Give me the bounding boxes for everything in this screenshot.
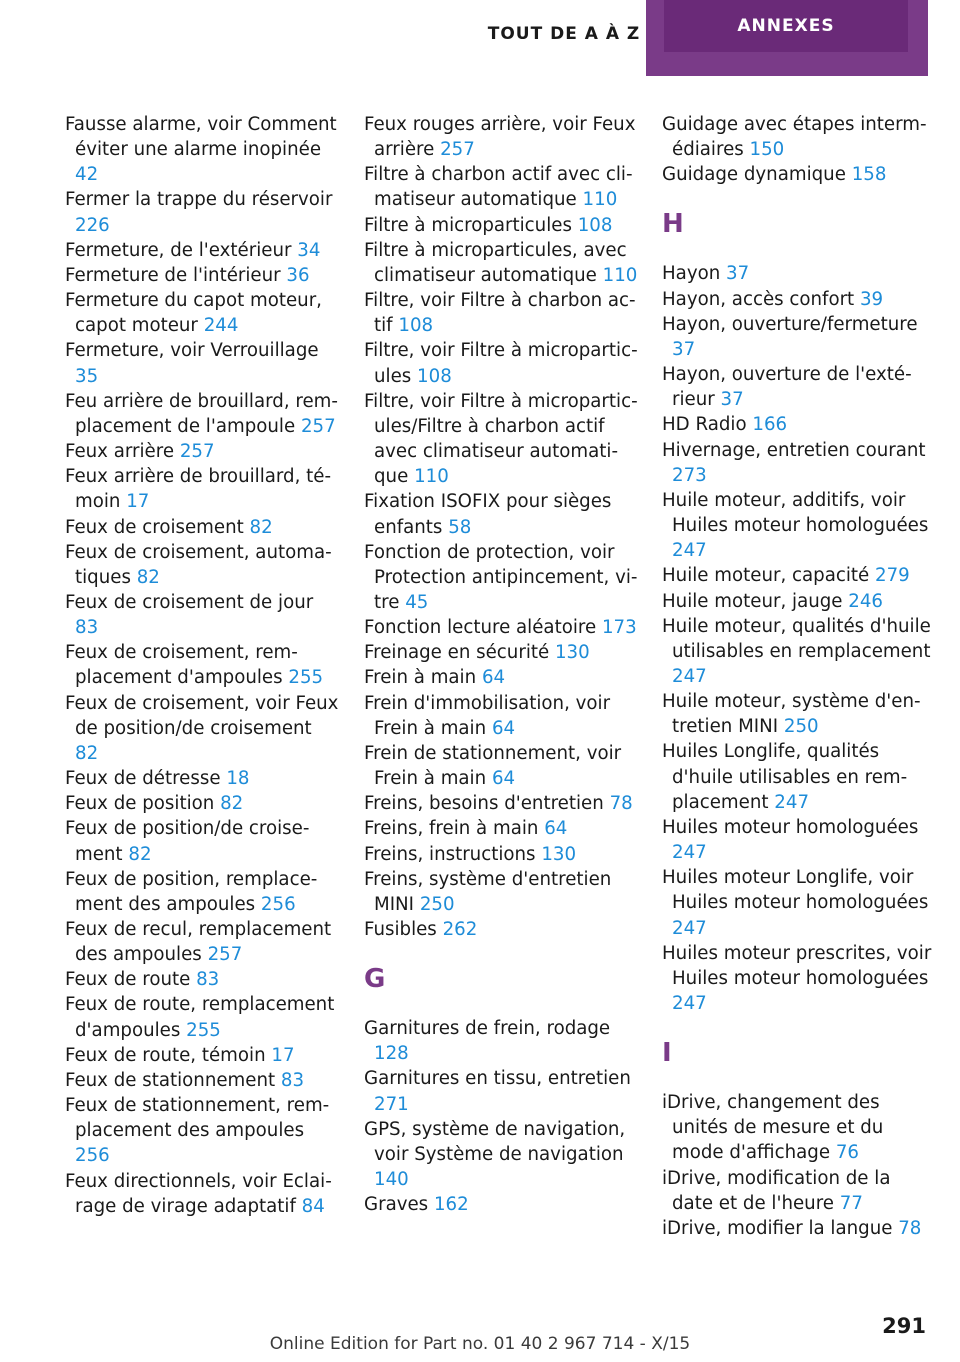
index-entry	[662, 362, 932, 412]
index-entry	[662, 739, 932, 814]
index-entry-text: Huile moteur, qualités d'huile utilisables en remplacement	[662, 615, 931, 662]
index-entry	[364, 816, 638, 841]
page-reference-link[interactable]: 108	[398, 315, 434, 337]
page-reference-link[interactable]: 37	[726, 263, 750, 285]
page-reference-link[interactable]: 255	[288, 667, 324, 689]
index-entry	[364, 389, 638, 490]
index-entry	[364, 917, 638, 942]
page-reference-link[interactable]: 128	[374, 1043, 409, 1065]
page-reference-link[interactable]: 39	[859, 288, 884, 310]
index-entry	[65, 338, 339, 388]
index-entry	[364, 842, 638, 867]
index-entry	[662, 438, 932, 488]
index-entry-text: Feux rouges arrière, voir Feux arrière	[364, 114, 636, 161]
index-letter-heading: I	[662, 1038, 672, 1069]
index-entry-text: Hayon, ouverture de l'extérieur	[662, 364, 912, 411]
page-reference-link[interactable]: 83	[196, 969, 220, 991]
index-column-3	[662, 112, 932, 1241]
index-entry-text: Hayon, accès confort	[662, 288, 855, 310]
index-entry	[65, 992, 339, 1042]
page-reference-link[interactable]: 17	[126, 491, 150, 513]
index-letter-heading: G	[364, 964, 386, 995]
index-entry-text: GPS, système de navigation, voir Système de navigation	[364, 1118, 626, 1165]
page-reference-link[interactable]: 247	[672, 842, 707, 864]
index-entry	[65, 439, 339, 464]
index-entry-text: Garnitures de frein, rodage	[364, 1018, 611, 1040]
page-reference-link[interactable]: 246	[848, 590, 883, 612]
page-reference-link[interactable]: 257	[207, 944, 243, 966]
index-entry	[662, 563, 932, 588]
index-entry	[662, 1166, 932, 1216]
index-entry-text: Feux de position/de croisement	[65, 818, 310, 865]
page-reference-link[interactable]: 150	[749, 139, 785, 161]
index-entry	[364, 1192, 638, 1217]
index-entry-text: Huiles moteur Longlife, voir Huiles moteur homologuées	[662, 867, 929, 914]
index-entry-text: Hivernage, entretien courant	[662, 439, 926, 461]
index-entry	[364, 665, 638, 690]
index-entry-text: Freinage en sécurité	[364, 642, 550, 664]
page-reference-link[interactable]: 36	[286, 264, 310, 286]
page-reference-link[interactable]: 18	[226, 768, 250, 790]
index-entry	[364, 238, 638, 288]
page-reference-link[interactable]: 76	[835, 1142, 859, 1164]
index-entry-text: Frein à main	[364, 667, 477, 689]
index-entry-text: Filtre à microparticules	[364, 214, 572, 236]
page-reference-link[interactable]: 257	[300, 415, 336, 437]
index-entry	[364, 640, 638, 665]
page-reference-link[interactable]: 247	[672, 993, 707, 1014]
index-entry-text: Fermeture, voir Verrouillage	[65, 340, 319, 362]
page-reference-link[interactable]: 262	[442, 919, 478, 940]
index-entry	[662, 589, 932, 614]
index-entry	[65, 640, 339, 690]
index-entry-text: Feux arrière de brouillard, témoin	[65, 466, 332, 513]
index-entry-text: Feux de croisement, voir Feux de position/de croisement	[65, 692, 339, 739]
index-entry	[364, 162, 638, 212]
index-entry	[65, 816, 339, 866]
index-entry	[364, 489, 638, 539]
index-entry-text: Feux de position, remplacement des ampoules	[65, 868, 318, 915]
page-reference-link[interactable]: 257	[179, 441, 215, 463]
page-reference-link[interactable]: 247	[672, 665, 707, 687]
page-reference-link[interactable]: 110	[582, 189, 618, 211]
index-entry-text: Feux arrière	[65, 441, 175, 463]
page-reference-link[interactable]: 77	[839, 1192, 863, 1214]
index-entry	[65, 112, 339, 187]
index-entry	[662, 865, 932, 940]
index-entry	[65, 967, 339, 992]
index-entry	[65, 389, 339, 439]
page-reference-link[interactable]: 58	[448, 516, 472, 538]
index-entry	[364, 540, 638, 615]
index-entry	[65, 515, 339, 540]
index-entry-text: Filtre, voir Filtre à charbon actif	[364, 290, 636, 337]
index-entry-text: Fausse alarme, voir Comment éviter une alarme inopinée	[65, 114, 337, 161]
index-entry	[65, 867, 339, 917]
index-entry-text: Hayon, ouverture/fermeture	[662, 313, 918, 335]
page-reference-link[interactable]: 84	[301, 1195, 325, 1217]
index-entry	[662, 162, 932, 187]
index-entry-text: Freins, besoins d'entretien	[364, 793, 604, 815]
index-entry	[364, 741, 638, 791]
index-entry-text: Feux de recul, remplacement des ampoules	[65, 919, 332, 966]
page-reference-link[interactable]: 82	[75, 742, 99, 764]
page-reference-link[interactable]: 64	[491, 717, 516, 739]
index-entry	[662, 941, 932, 1016]
page-reference-link[interactable]: 166	[752, 414, 788, 436]
index-entry-text: Feux de route	[65, 969, 191, 991]
page-reference-link[interactable]: 82	[220, 793, 244, 815]
index-entry	[662, 287, 932, 312]
index-entry	[364, 1066, 638, 1116]
index-entry	[65, 540, 339, 590]
page-reference-link[interactable]: 82	[249, 516, 273, 538]
page-reference-link[interactable]: 64	[491, 768, 516, 790]
index-entry-text: Fixation ISOFIX pour sièges enfants	[364, 491, 612, 538]
index-entry-text: Huile moteur, système d'entretien MINI	[662, 691, 921, 738]
page-reference-link[interactable]: 17	[271, 1044, 295, 1066]
page-reference-link[interactable]: 108	[417, 365, 452, 387]
page-reference-link[interactable]: 244	[203, 315, 239, 337]
page-reference-link[interactable]: 257	[440, 139, 475, 161]
index-entry-text: Fermer la trappe du réservoir	[65, 189, 333, 211]
page-reference-link[interactable]: 226	[75, 214, 110, 236]
index-entry	[662, 261, 932, 286]
page-reference-link[interactable]: 64	[544, 818, 568, 840]
index-column-1	[65, 112, 339, 1219]
index-entry	[364, 338, 638, 388]
page-reference-link[interactable]: 256	[75, 1145, 110, 1167]
index-entry-text: Freins, frein à main	[364, 818, 539, 840]
index-entry	[662, 112, 932, 162]
index-entry	[65, 238, 339, 263]
index-entry-text: Feux de croisement, automatiques	[65, 541, 332, 588]
index-entry	[65, 791, 339, 816]
index-entry	[662, 312, 932, 362]
page-number: 291	[882, 1314, 926, 1338]
index-entry-text: Feux de croisement, remplacement d'ampoules	[65, 642, 298, 689]
page-reference-link[interactable]: 83	[75, 617, 99, 639]
index-entry-text: Fermeture, de l'extérieur	[65, 239, 292, 261]
index-entry-text: Graves	[364, 1194, 429, 1216]
index-column-2	[364, 112, 638, 1217]
index-entry	[65, 464, 339, 514]
index-entry-text: Freins, système d'entretien MINI	[364, 868, 612, 915]
index-entry	[65, 691, 339, 766]
index-entry-text: Fusibles	[364, 919, 437, 940]
page-reference-link[interactable]: 110	[602, 264, 638, 286]
index-entry-text: Fermeture de l'intérieur	[65, 264, 281, 286]
page-reference-link[interactable]: 78	[898, 1217, 922, 1239]
index-entry	[364, 615, 638, 640]
section-title: TOUT DE A À Z	[487, 24, 641, 44]
index-entry-text: Filtre, voir Filtre à microparticules	[364, 340, 638, 387]
index-entry	[364, 213, 638, 238]
page-reference-link[interactable]: 108	[577, 214, 613, 236]
index-entry	[65, 1068, 339, 1093]
index-entry	[662, 614, 932, 689]
page-reference-link[interactable]: 173	[601, 617, 637, 639]
index-entry-text: Filtre, voir Filtre à microparticules/Filtre à charbon actif avec climatiseur automatique	[364, 390, 638, 488]
index-entry	[65, 1169, 339, 1219]
index-entry	[364, 791, 638, 816]
index-entry-text: Hayon	[662, 263, 721, 285]
index-entry	[662, 1216, 932, 1241]
index-entry	[65, 288, 339, 338]
page-reference-link[interactable]: 255	[186, 1019, 221, 1041]
page-reference-link[interactable]: 82	[136, 566, 160, 588]
page-reference-link[interactable]: 256	[260, 893, 296, 915]
index-entry	[364, 112, 638, 162]
index-entry-text: Filtre à charbon actif avec climatiseur automatique	[364, 164, 633, 211]
index-entry-text: iDrive, modifier la langue	[662, 1217, 893, 1239]
index-entry-text: Feux de croisement de jour	[65, 591, 314, 613]
page-reference-link[interactable]: 37	[672, 338, 696, 360]
page-reference-link[interactable]: 34	[297, 239, 321, 261]
index-entry	[364, 1016, 638, 1066]
index-entry	[65, 766, 339, 791]
index-entry-text: Feux de route, témoin	[65, 1044, 266, 1066]
index-entry-text: Freins, instructions	[364, 843, 536, 865]
page-reference-link[interactable]: 247	[672, 917, 707, 939]
index-entry-text: Filtre à microparticules, avec climatiseur automatique	[364, 239, 627, 286]
index-entry-text: Garnitures en tissu, entretien	[364, 1068, 631, 1090]
index-entry-text: Frein de stationnement, voir Frein à main	[364, 742, 622, 790]
page-reference-link[interactable]: 35	[75, 365, 99, 387]
index-entry-text: Feux de stationnement	[65, 1069, 276, 1091]
index-entry	[364, 867, 638, 917]
page-reference-link[interactable]: 158	[851, 164, 887, 186]
index-entry-text: iDrive, modification de la date et de l'heure	[662, 1167, 891, 1214]
page-reference-link[interactable]: 78	[609, 793, 633, 815]
index-entry-text: Feux de position	[65, 793, 215, 815]
page-reference-link[interactable]: 37	[720, 389, 744, 411]
page-reference-link[interactable]: 130	[541, 843, 577, 865]
index-entry-text: Fermeture du capot moteur, capot moteur	[65, 290, 322, 337]
index-entry-text: Frein d'immobilisation, voir Frein à main	[364, 692, 611, 739]
page-reference-link[interactable]: 273	[672, 464, 707, 486]
index-entry-text: Feux de détresse	[65, 768, 221, 790]
index-entry-text: Huile moteur, additifs, voir Huiles moteur homologuées	[662, 489, 929, 537]
index-entry	[364, 691, 638, 741]
page-reference-link[interactable]: 45	[405, 591, 429, 613]
page-reference-link[interactable]: 247	[774, 791, 810, 813]
page-reference-link[interactable]: 250	[419, 893, 455, 915]
index-entry	[65, 1093, 339, 1168]
index-entry	[662, 689, 932, 739]
index-entry	[364, 1117, 638, 1192]
page-reference-link[interactable]: 110	[414, 466, 449, 488]
index-entry-text: Feux de stationnement, remplacement des ampoules	[65, 1095, 330, 1142]
index-entry-text: Guidage avec étapes intermédiaires	[662, 114, 927, 161]
footer-edition: Online Edition for Part no. 01 40 2 967 714 - X/15	[269, 1334, 691, 1354]
page-reference-link[interactable]: 271	[374, 1093, 409, 1115]
page-reference-link[interactable]: 64	[481, 667, 506, 689]
page-reference-link[interactable]: 250	[783, 716, 819, 738]
index-entry-text: Feux directionnels, voir Eclairage de virage adaptatif	[65, 1170, 332, 1217]
index-entry	[65, 917, 339, 967]
index-entry	[364, 288, 638, 338]
index-entry-text: Huiles moteur prescrites, voir Huiles moteur homologuées	[662, 942, 932, 989]
index-entry	[662, 488, 932, 563]
index-entry-text: Huile moteur, jauge	[662, 590, 843, 612]
page-reference-link[interactable]: 82	[128, 843, 152, 865]
page-reference-link[interactable]: 42	[75, 164, 99, 186]
index-entry-text: HD Radio	[662, 414, 747, 436]
page-reference-link[interactable]: 130	[554, 642, 590, 664]
index-entry	[662, 412, 932, 437]
index-entry-text: Fonction de protection, voir Protection antipincement, vitre	[364, 541, 638, 613]
index-entry	[65, 263, 339, 288]
page-reference-link[interactable]: 140	[374, 1169, 409, 1191]
index-entry-text: Feu arrière de brouillard, remplacement de l'ampoule	[65, 390, 338, 437]
page-reference-link[interactable]: 83	[280, 1069, 305, 1091]
index-entry-text: Feux de route, remplacement d'ampoules	[65, 994, 335, 1041]
index-entry	[65, 1043, 339, 1068]
index-entry	[662, 815, 932, 865]
page-reference-link[interactable]: 279	[875, 565, 910, 587]
index-entry-text: Huiles moteur homologuées	[662, 816, 919, 838]
page-reference-link[interactable]: 162	[433, 1194, 469, 1216]
index-entry	[662, 1090, 932, 1165]
index-letter-heading: H	[662, 209, 684, 240]
index-entry-text: Fonction lecture aléatoire	[364, 617, 597, 639]
chapter-tab: ANNEXES	[664, 0, 908, 52]
index-entry	[65, 590, 339, 640]
index-entry-text: Huile moteur, capacité	[662, 565, 870, 587]
page-reference-link[interactable]: 247	[672, 540, 707, 562]
index-entry-text: Feux de croisement	[65, 516, 244, 538]
index-entry-text: Huiles Longlife, qualités d'huile utilisables en remplacement	[662, 741, 908, 813]
index-entry-text: iDrive, changement des unités de mesure et du mode d'affichage	[662, 1092, 884, 1164]
index-entry	[65, 187, 339, 237]
index-entry-text: Guidage dynamique	[662, 164, 846, 186]
